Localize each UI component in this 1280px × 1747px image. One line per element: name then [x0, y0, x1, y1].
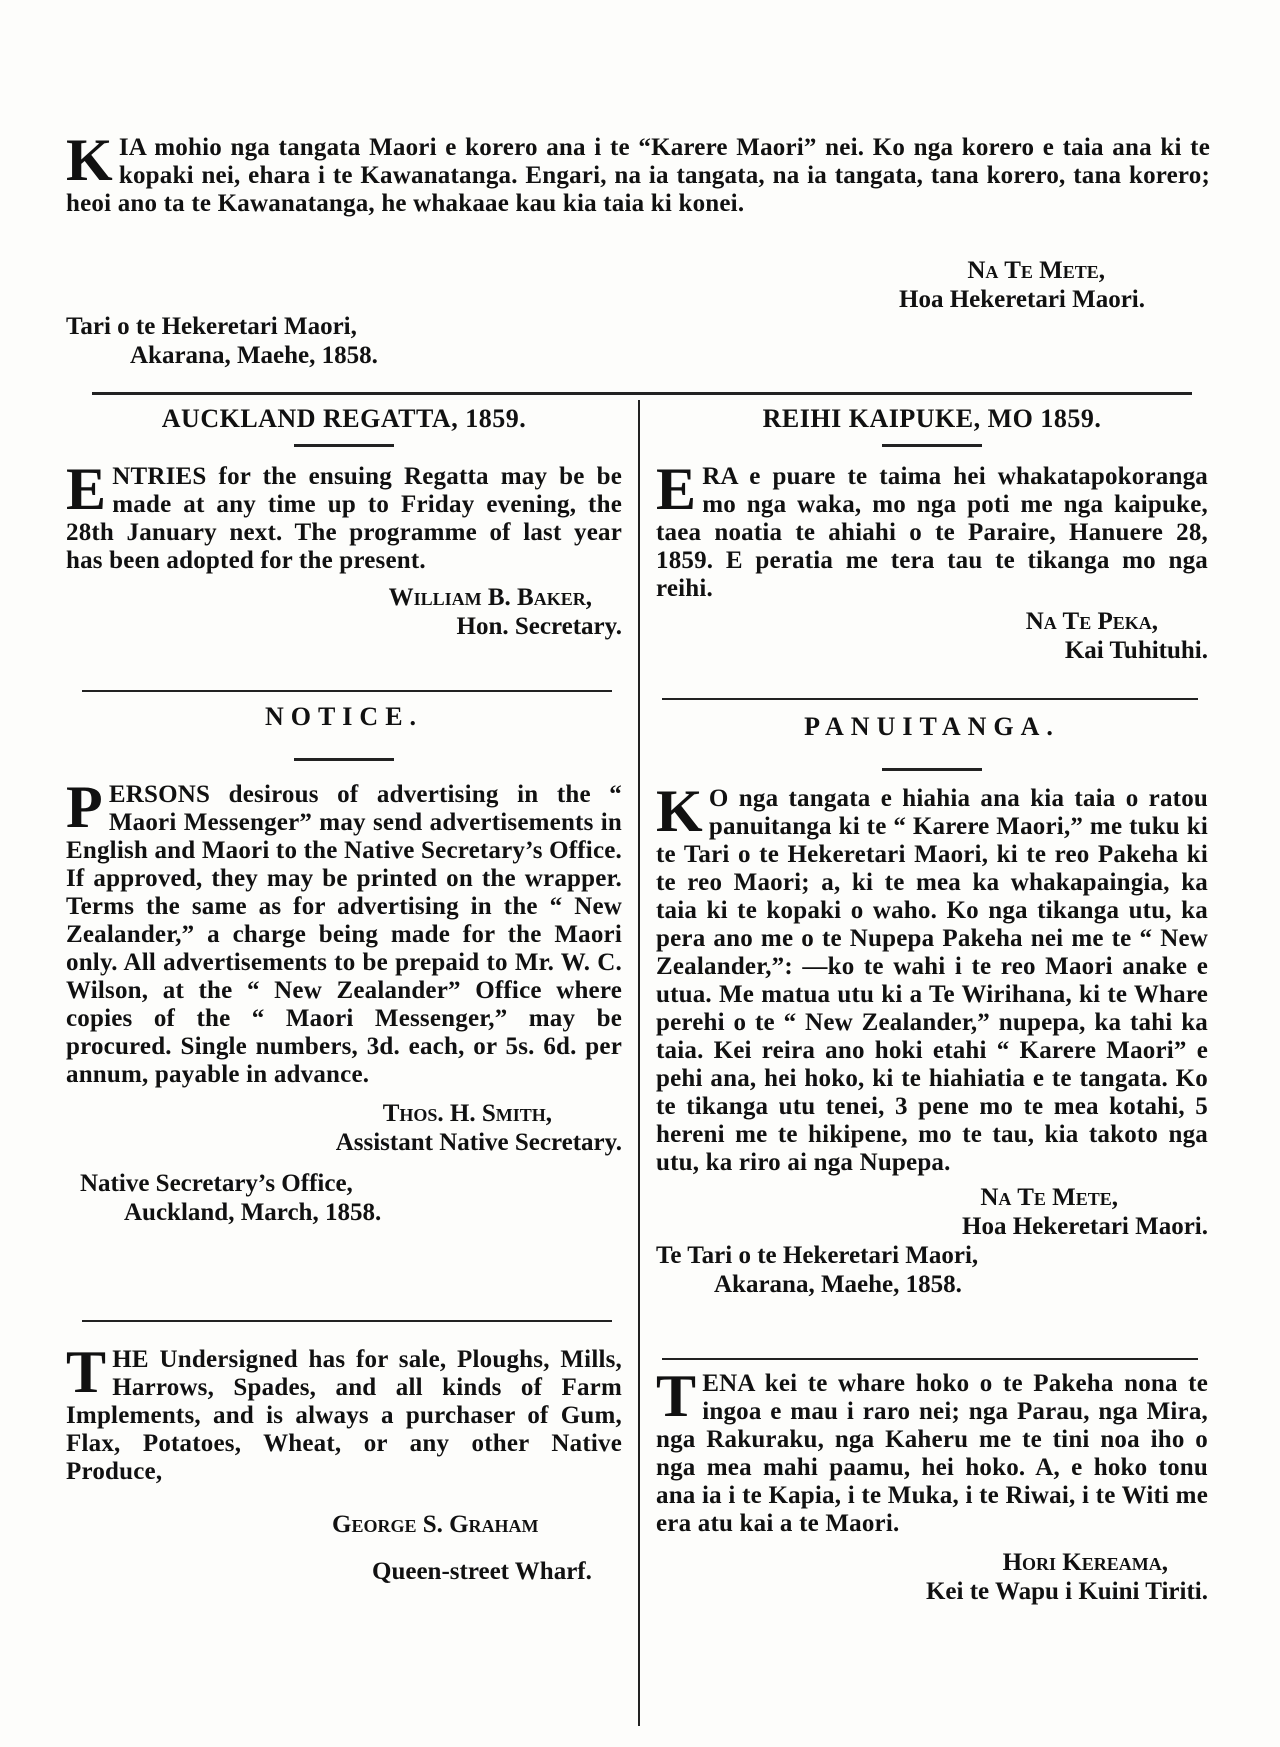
intro-paragraph [66, 127, 1210, 218]
panuitanga-signer: Na Te Mete, [980, 1184, 1118, 1211]
reihi-divider [662, 698, 1198, 700]
intro-signer: Na Te Mete, [967, 257, 1105, 284]
panuitanga-dropcap: K [656, 778, 703, 844]
reihi-text: RA e puare te taima hei whakatapokoranga mo nga waka, mo nga poti me nga kaipuke, taea noatia te ahiahi o te Paraire, Hanuere 28, 1859. E peratia me tera tau te tikanga mo nga reihi. [656, 463, 1208, 602]
regatta-signature [66, 583, 622, 641]
panuitanga-text: O nga tangata e hiahia ana kia taia o ratou panuitanga ki te “ Karere Maori,” me tuku ki te Tari o te Hekeretari Maori, ki te reo Pakeha ki te reo Maori; a, ki te mea ka whakapaingia, ka taia ki te kopaki o waho. Ko nga tikanga utu, ka pera ano me o te Nupepa Pakeha nei me te “ New Zealander,”: —ko te wahi i te reo Maori anake e utua. Me matua utu ki a Te Wirihana, ki te Whare perehi o te “ New Zealander,” nupepa, ka tahi ka taia. Kei reira ano hoki etahi “ Karere Maori” e pehi ana, hei hoko, ki te hiahiatia e te tangata. Ko te tikanga utu tenei, 3 pene mo te mea kotahi, 5 hereni me te hikipene, mo te tau, kia takoto nga utu, ka riro ai nga Nupepa. [656, 785, 1208, 1176]
kereama-signature [656, 1548, 1208, 1606]
kereama-paragraph [656, 1363, 1208, 1538]
regatta-divider [82, 690, 612, 692]
reihi-title-rule [882, 444, 982, 447]
reihi-notice [656, 404, 1208, 665]
notice-place-date: Auckland, March, 1858. [124, 1199, 382, 1226]
regatta-title: AUCKLAND REGATTA, 1859. [161, 404, 527, 433]
reihi-signature [656, 607, 1208, 665]
notice-title-rule [294, 758, 394, 761]
notice-dropcap: P [66, 774, 103, 840]
kereama-address: Kei te Wapu i Kuini Tiriti. [925, 1578, 1208, 1605]
intro-office-block [66, 312, 566, 370]
regatta-title-rule [294, 444, 394, 447]
panuitanga-office-block [656, 1241, 1208, 1299]
panuitanga-signature [656, 1183, 1208, 1241]
kereama-ad [656, 1363, 1208, 1606]
panuitanga-title-rule [882, 768, 982, 771]
regatta-signer: William B. Baker, [388, 584, 592, 611]
notice-paragraph [66, 774, 622, 1089]
panuitanga-place-date: Akarana, Maehe, 1858. [714, 1271, 962, 1298]
graham-signer: George S. Graham [332, 1511, 539, 1538]
intro-dropcap: K [66, 127, 113, 193]
intro-place-date: Akarana, Maehe, 1858. [130, 342, 378, 369]
regatta-dropcap: E [66, 456, 107, 522]
intro-notice [66, 127, 1210, 218]
regatta-notice [66, 404, 622, 641]
graham-address: Queen-street Wharf. [372, 1558, 592, 1585]
notice-office-block [66, 1169, 622, 1227]
reihi-signer: Na Te Peka, [1025, 608, 1158, 635]
panuitanga-title: PANUITANGA. [804, 712, 1060, 741]
notice-office: Native Secretary’s Office, [80, 1170, 353, 1197]
notice-ad [66, 702, 622, 1227]
graham-paragraph [66, 1339, 622, 1486]
graham-dropcap: T [66, 1339, 107, 1405]
panuitanga-signer-title: Hoa Hekeretari Maori. [962, 1213, 1208, 1240]
column-divider [638, 400, 640, 1726]
graham-text: HE Undersigned has for sale, Ploughs, Mills, Harrows, Spades, and all kinds of Farm Implements, and is always a purchaser of Gum, Flax, Potatoes, Wheat, or any other Native Produce, [66, 1346, 622, 1485]
kereama-signer: Hori Kereama, [1002, 1549, 1168, 1576]
panuitanga-office: Te Tari o te Hekeretari Maori, [656, 1242, 979, 1269]
intro-signer-title: Hoa Hekeretari Maori. [899, 286, 1145, 313]
panuitanga-divider [662, 1358, 1198, 1360]
panuitanga-paragraph [656, 778, 1208, 1177]
reihi-signer-title: Kai Tuhituhi. [1064, 637, 1208, 664]
regatta-paragraph [66, 456, 622, 575]
top-divider [92, 392, 1192, 395]
reihi-dropcap: E [656, 456, 697, 522]
intro-text: IA mohio nga tangata Maori e korero ana i te “Karere Maori” nei. Ko nga korero e taia ana ki te kopaki nei, ehara i te Kawanatanga. Engari, na ia tangata, na ia tangata, tana korero, tana korero; heoi ano ta te Kawanatanga, he whakaae kau kia taia ki konei. [66, 134, 1210, 217]
regatta-signer-title: Hon. Secretary. [456, 613, 622, 640]
kereama-dropcap: T [656, 1363, 697, 1429]
intro-signature [800, 256, 1145, 314]
kereama-text: ENA kei te whare hoko o te Pakeha nona te ingoa e mau i raro nei; nga Parau, nga Mira, nga Rakuraku, nga Kaheru me te tini noa iho o nga mea mahi paamu, hei hoko. A, e hoko tonu ana ia i te Kapia, i te Muka, i te Riwai, i te Witi me era atu kai a te Maori. [656, 1370, 1208, 1537]
notice-divider [82, 1320, 612, 1322]
graham-ad [66, 1339, 622, 1586]
panuitanga-ad [656, 712, 1208, 1299]
notice-signer-title: Assistant Native Secretary. [335, 1129, 622, 1156]
notice-signature [66, 1099, 622, 1157]
regatta-text: NTRIES for the ensuing Regatta may be be made at any time up to Friday evening, the 28th January next. The programme of last year has been adopted for the present. [66, 463, 622, 574]
reihi-paragraph [656, 456, 1208, 603]
reihi-title: REIHI KAIPUKE, MO 1859. [762, 404, 1102, 433]
notice-signer: Thos. H. Smith, [382, 1100, 552, 1127]
notice-text: ERSONS desirous of advertising in the “ Maori Messenger” may send advertisements in English and Maori to the Native Secretary’s Office. If approved, they may be printed on the wrapper. Terms the same as for advertising in the “ New Zealander,” a charge being made for the Maori only. All advertisements to be prepaid to Mr. W. C. Wilson, at the “ New Zealander” Office where copies of the “ Maori Messenger,” may be procured. Single numbers, 3d. each, or 5s. 6d. per annum, payable in advance. [66, 781, 622, 1088]
notice-title: NOTICE. [264, 702, 424, 731]
intro-office: Tari o te Hekeretari Maori, [66, 313, 357, 340]
graham-signature [66, 1510, 622, 1586]
